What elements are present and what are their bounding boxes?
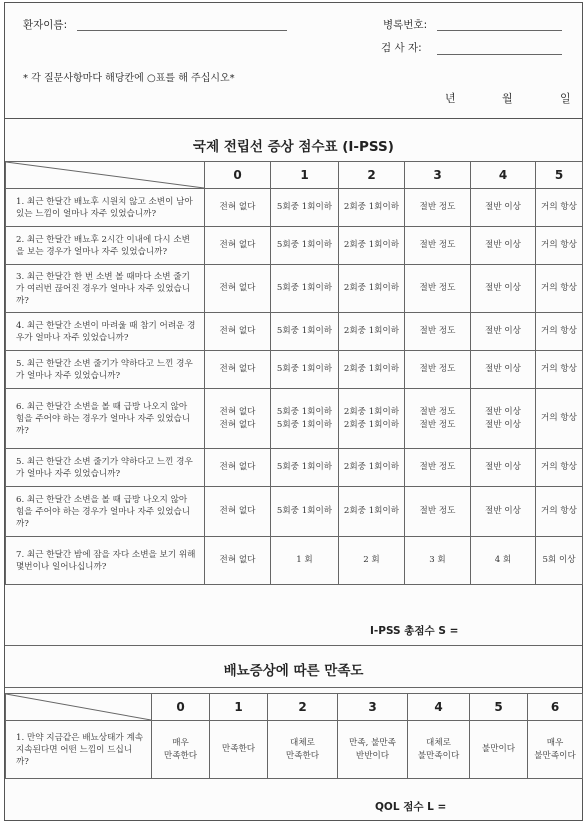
answer-option-text: 전혀 없다 <box>219 283 256 293</box>
answer-option-text: 반반이다 <box>355 750 390 761</box>
ipss-score-header: 1 <box>271 162 339 189</box>
answer-option-text: 대체로 <box>290 737 315 748</box>
ipss-table <box>5 161 583 585</box>
ipss-form <box>4 2 583 821</box>
question-text: 6. 최근 한달간 소변을 볼 때 급방 나오지 않아 힘을 주어야 하는 경우가 얼마나 자주 있었습니까? <box>6 389 205 449</box>
answer-option-text: 절반 정도 <box>419 462 456 472</box>
answer-option-text: 거의 항상 <box>541 364 577 374</box>
answer-option-text: 5회중 1회이하 <box>276 406 333 417</box>
answer-option-text: 2회중 1회이하 <box>343 364 400 374</box>
answer-option-cell[interactable] <box>405 389 471 449</box>
record-no-label: 병록번호: <box>383 19 428 31</box>
answer-option-text: 5회중 1회이하 <box>276 462 333 472</box>
answer-option-text: 불만이다 <box>481 744 516 754</box>
answer-option-cell[interactable] <box>339 537 405 585</box>
qol-score-header: 4 <box>408 694 470 721</box>
answer-option-text: 2회중 1회이하 <box>343 202 400 212</box>
answer-option-text: 거의 항상 <box>541 506 577 516</box>
answer-option-text: 2회중 1회이하 <box>343 462 400 472</box>
qol-diagonal-header <box>6 694 152 721</box>
ipss-question-row <box>6 351 583 389</box>
qol-score-header: 0 <box>152 694 210 721</box>
answer-option-cell[interactable] <box>536 189 583 227</box>
question-text: 1. 만약 지금같은 배뇨상태가 계속 지속된다면 어떤 느낌이 드십니까? <box>6 721 152 779</box>
answer-option-cell[interactable] <box>339 189 405 227</box>
answer-option-cell[interactable] <box>536 313 583 351</box>
answer-option-cell[interactable] <box>405 189 471 227</box>
question-text: 3. 최근 한달간 한 번 소변 볼 때마다 소변 줄기가 여러번 끊어진 경우가 얼마나 자주 있었습니까? <box>6 265 205 313</box>
answer-option-cell[interactable] <box>536 537 583 585</box>
answer-option-text: 절반 정도 <box>419 202 456 212</box>
answer-option-text: 5회중 1회이하 <box>276 364 333 374</box>
answer-option-cell[interactable] <box>536 487 583 537</box>
answer-option-cell[interactable] <box>536 227 583 265</box>
date-month: 월 <box>502 92 513 105</box>
answer-option-text: 5회중 1회이하 <box>276 202 333 212</box>
answer-option-cell[interactable] <box>471 351 536 389</box>
answer-option-cell[interactable] <box>405 351 471 389</box>
answer-option-cell[interactable] <box>405 449 471 487</box>
ipss-total-label: I-PSS 총점수 S = <box>370 625 459 637</box>
answer-option-cell[interactable] <box>339 449 405 487</box>
answer-option-cell[interactable] <box>338 721 408 779</box>
answer-option-text: 불만족이다 <box>534 750 576 761</box>
answer-option-text: 절반 정도 <box>419 283 456 293</box>
answer-option-cell[interactable] <box>271 189 339 227</box>
answer-option-cell[interactable] <box>205 313 271 351</box>
answer-option-text: 절반 이상 <box>485 406 521 417</box>
qol-title: 배뇨증상에 따른 만족도 <box>223 663 364 679</box>
ipss-question-row <box>6 389 583 449</box>
answer-option-text: 절반 정도 <box>419 406 456 417</box>
answer-option-text: 2회중 1회이하 <box>343 326 400 336</box>
answer-option-text: 만족한다 <box>221 744 256 754</box>
question-text: 5. 최근 한달간 소변 줄기가 약하다고 느낀 경우가 얼마나 자주 있었습니까? <box>6 351 205 389</box>
answer-option-cell[interactable] <box>271 389 339 449</box>
answer-option-text: 전혀 없다 <box>219 419 256 430</box>
ipss-question-row <box>6 227 583 265</box>
answer-option-text: 매우 <box>546 737 564 748</box>
ipss-question-row <box>6 449 583 487</box>
answer-option-text: 거의 항상 <box>541 462 577 472</box>
ipss-score-header: 5 <box>536 162 583 189</box>
answer-option-cell[interactable] <box>528 721 583 779</box>
answer-option-cell[interactable] <box>210 721 268 779</box>
answer-option-text: 2회중 1회이하 <box>343 283 400 293</box>
answer-option-text: 거의 항상 <box>541 413 577 423</box>
question-text: 2. 최근 한달간 배뇨후 2시간 이내에 다시 소변을 보는 경우가 얼마나 자주 있었습니까? <box>6 227 205 265</box>
answer-option-cell[interactable] <box>471 537 536 585</box>
answer-option-cell[interactable] <box>339 389 405 449</box>
question-text: 1. 최근 한달간 배뇨후 시원치 않고 소변이 남아있는 느낌이 얼마나 자주 있었습니까? <box>6 189 205 227</box>
answer-option-cell[interactable] <box>408 721 470 779</box>
date-day: 일 <box>560 92 571 105</box>
ipss-score-header: 3 <box>405 162 471 189</box>
question-text: 4. 최근 한달간 소변이 마려울 때 참기 어려운 경우가 얼마나 자주 있었습니까? <box>6 313 205 351</box>
answer-option-cell[interactable] <box>536 351 583 389</box>
answer-option-text: 전혀 없다 <box>219 326 256 336</box>
ipss-question-row <box>6 487 583 537</box>
answer-option-cell[interactable] <box>271 265 339 313</box>
answer-option-cell[interactable] <box>271 487 339 537</box>
answer-option-text: 거의 항상 <box>541 283 577 293</box>
answer-option-cell[interactable] <box>471 487 536 537</box>
ipss-question-row <box>6 313 583 351</box>
answer-option-text: 5회중 1회이하 <box>276 240 333 250</box>
answer-option-text: 절반 정도 <box>419 506 456 516</box>
answer-option-text: 절반 정도 <box>419 240 456 250</box>
qol-score-header: 1 <box>210 694 268 721</box>
question-text: 6. 최근 한달간 소변을 볼 때 급방 나오지 않아 힘을 주어야 하는 경우가 얼마나 자주 있었습니까? <box>6 487 205 537</box>
answer-option-cell[interactable] <box>339 227 405 265</box>
question-text: 5. 최근 한달간 소변 줄기가 약하다고 느낀 경우가 얼마나 자주 있었습니까? <box>6 449 205 487</box>
answer-option-cell[interactable] <box>536 265 583 313</box>
instruction-text: * 각 질문사항마다 해당칸에 ○표를 해 주십시오* <box>23 73 235 84</box>
date-year: 년 <box>445 92 456 105</box>
answer-option-text: 만족, 불만족 <box>349 737 396 748</box>
answer-option-cell[interactable] <box>271 227 339 265</box>
answer-option-text: 5회 이상 <box>542 555 576 565</box>
form-header <box>5 3 582 119</box>
answer-option-text: 절반 이상 <box>485 240 521 250</box>
answer-option-cell[interactable] <box>268 721 338 779</box>
answer-option-text: 절반 정도 <box>419 326 456 336</box>
answer-option-cell[interactable] <box>205 487 271 537</box>
examiner-field[interactable] <box>437 54 562 55</box>
answer-option-text: 거의 항상 <box>541 326 577 336</box>
answer-option-cell[interactable] <box>339 265 405 313</box>
answer-option-text: 전혀 없다 <box>219 364 256 374</box>
answer-option-text: 불만족이다 <box>417 750 460 761</box>
answer-option-text: 전혀 없다 <box>219 406 256 417</box>
qol-score-label: QOL 점수 L = <box>375 801 447 813</box>
answer-option-text: 2회중 1회이하 <box>343 419 400 430</box>
answer-option-text: 2 회 <box>363 555 380 565</box>
answer-option-text: 2회중 1회이하 <box>343 506 400 516</box>
answer-option-text: 절반 이상 <box>485 419 521 430</box>
qol-question-row <box>6 721 583 779</box>
answer-option-text: 전혀 없다 <box>219 202 256 212</box>
ipss-title: 국제 전립선 증상 점수표 (I-PSS) <box>193 139 394 155</box>
answer-option-text: 5회중 1회이하 <box>276 326 333 336</box>
answer-option-cell[interactable] <box>405 537 471 585</box>
answer-option-text: 절반 이상 <box>485 283 521 293</box>
answer-option-cell[interactable] <box>205 351 271 389</box>
ipss-diagonal-header <box>6 162 205 189</box>
qol-table <box>5 693 583 779</box>
answer-option-text: 5회중 1회이하 <box>276 283 333 293</box>
question-text: 7. 최근 한달간 밤에 잠을 자다 소변을 보기 위해 몇번이나 일어나십니까? <box>6 537 205 585</box>
answer-option-cell[interactable] <box>471 389 536 449</box>
answer-option-text: 전혀 없다 <box>219 555 256 565</box>
answer-option-text: 절반 정도 <box>419 364 456 374</box>
answer-option-cell[interactable] <box>536 389 583 449</box>
section-divider <box>5 645 582 646</box>
answer-option-text: 만족한다 <box>163 750 198 761</box>
qol-score-header: 2 <box>268 694 338 721</box>
ipss-question-row <box>6 189 583 227</box>
answer-option-cell[interactable] <box>271 351 339 389</box>
answer-option-cell[interactable] <box>205 449 271 487</box>
answer-option-text: 거의 항상 <box>541 202 577 212</box>
answer-option-text: 전혀 없다 <box>219 506 256 516</box>
answer-option-text: 4 회 <box>494 555 512 565</box>
ipss-score-header: 2 <box>339 162 405 189</box>
answer-option-cell[interactable] <box>271 449 339 487</box>
answer-option-cell[interactable] <box>205 227 271 265</box>
answer-option-text: 거의 항상 <box>541 240 577 250</box>
answer-option-cell[interactable] <box>471 265 536 313</box>
answer-option-cell[interactable] <box>339 351 405 389</box>
answer-option-text: 절반 이상 <box>485 506 521 516</box>
patient-name-field[interactable] <box>77 30 287 31</box>
answer-option-text: 2회중 1회이하 <box>343 406 400 417</box>
answer-option-text: 대체로 <box>426 737 451 748</box>
section-divider <box>5 687 582 688</box>
answer-option-text: 전혀 없다 <box>219 240 256 250</box>
record-no-field[interactable] <box>437 30 562 31</box>
answer-option-text: 절반 정도 <box>419 419 456 430</box>
qol-score-header: 6 <box>528 694 583 721</box>
answer-option-cell[interactable] <box>205 537 271 585</box>
patient-name-label: 환자이름: <box>23 19 68 31</box>
answer-option-cell[interactable] <box>271 537 339 585</box>
answer-option-cell[interactable] <box>152 721 210 779</box>
answer-option-cell[interactable] <box>205 265 271 313</box>
answer-option-cell[interactable] <box>470 721 528 779</box>
answer-option-cell[interactable] <box>405 487 471 537</box>
ipss-question-row <box>6 537 583 585</box>
qol-score-header: 3 <box>338 694 408 721</box>
answer-option-cell[interactable] <box>471 227 536 265</box>
answer-option-text: 전혀 없다 <box>219 462 256 472</box>
answer-option-cell[interactable] <box>471 449 536 487</box>
answer-option-text: 만족한다 <box>285 750 320 761</box>
answer-option-cell[interactable] <box>471 189 536 227</box>
answer-option-cell[interactable] <box>205 189 271 227</box>
answer-option-text: 절반 이상 <box>485 364 521 374</box>
ipss-question-row <box>6 265 583 313</box>
answer-option-cell[interactable] <box>536 449 583 487</box>
answer-option-cell[interactable] <box>205 389 271 449</box>
answer-option-cell[interactable] <box>405 313 471 351</box>
answer-option-text: 5회중 1회이하 <box>276 506 333 516</box>
answer-option-text: 1 회 <box>296 555 313 565</box>
answer-option-text: 절반 이상 <box>485 462 521 472</box>
ipss-score-header: 0 <box>205 162 271 189</box>
answer-option-cell[interactable] <box>271 313 339 351</box>
answer-option-cell[interactable] <box>405 265 471 313</box>
ipss-score-header: 4 <box>471 162 536 189</box>
examiner-label: 검 사 자: <box>381 42 422 54</box>
answer-option-text: 절반 이상 <box>485 202 521 212</box>
answer-option-text: 절반 이상 <box>485 326 521 336</box>
answer-option-cell[interactable] <box>339 313 405 351</box>
answer-option-text: 매우 <box>172 737 189 748</box>
answer-option-text: 5회중 1회이하 <box>276 419 333 430</box>
answer-option-text: 3 회 <box>429 555 446 565</box>
answer-option-text: 2회중 1회이하 <box>343 240 400 250</box>
answer-option-cell[interactable] <box>405 227 471 265</box>
qol-score-header: 5 <box>470 694 528 721</box>
answer-option-cell[interactable] <box>339 487 405 537</box>
answer-option-cell[interactable] <box>471 313 536 351</box>
